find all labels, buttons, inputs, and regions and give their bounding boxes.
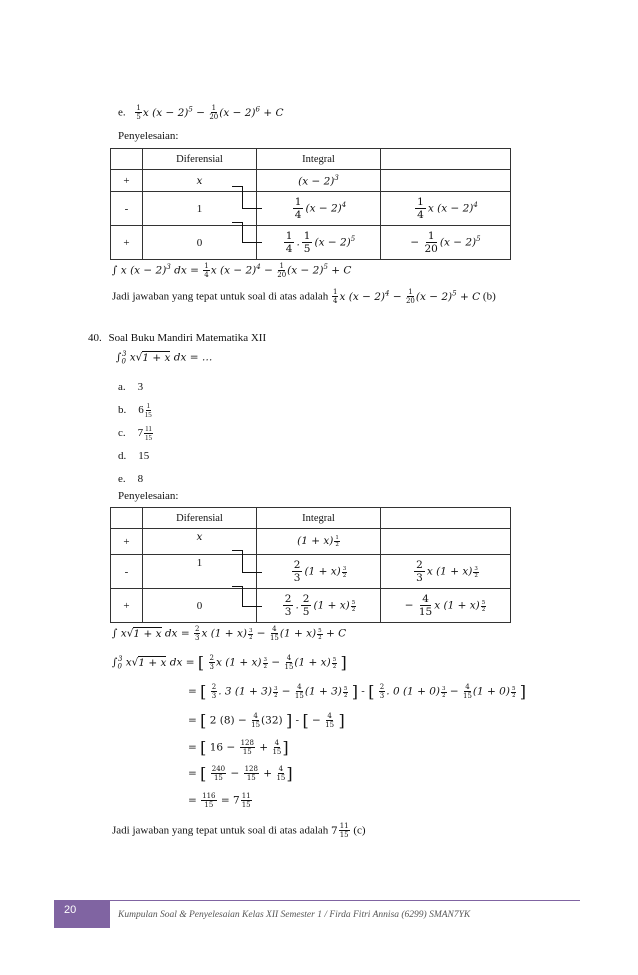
conclusion-answer: (b) (482, 290, 496, 303)
conclusion-answer: (c) (353, 824, 366, 837)
conclusion-2: Jadi jawaban yang tepat untuk soal di atas adalah 7 $\frac{11}{15}$ (c) (112, 822, 366, 839)
penyelesaian-label-1: Penyelesaian: (118, 130, 179, 142)
connector-line (242, 586, 243, 606)
connector-line (232, 550, 242, 551)
working-line-3: = [ $\frac{2}{3}$ . 3 (1 + 3) $\frac{3}{2}$ − $\frac{4}{15}$ (1 + 3) $\frac{5}{2}$ ] - [ $\frac{2}{3}$ . 0 (1 + 0) $\frac{3}{2}$ − $\frac{4}{15}$ (1 + 0) $\frac{5}{2}$ ] (188, 682, 527, 701)
result-cell: $\frac{1}{4}$ x $(x - 2)^4$ (381, 192, 511, 226)
connector-line (242, 208, 262, 209)
sign-cell: + (111, 529, 143, 555)
page-number-box (54, 900, 110, 928)
option-e-expression: $\frac{1}{5}$ x $(x - 2)^5$ − $\frac{1}{20}$ $(x - 2)^6 + C$ (136, 104, 284, 121)
header-integral: Integral (257, 149, 381, 170)
question-number: 40. (88, 332, 102, 344)
sign-cell: + (111, 226, 143, 260)
diff-cell: 0 (143, 589, 257, 623)
option-b: b. 6 $\frac{1}{15}$ (118, 401, 152, 419)
result-cell: − $\frac{4}{15}$ x (1 + x) $\frac{5}{2}$ (381, 589, 511, 623)
connector-line (242, 572, 262, 573)
integration-table-1 (110, 148, 511, 260)
connector-line (232, 186, 242, 187)
connector-line (242, 606, 262, 607)
footer-divider (110, 900, 580, 901)
question-integral: $\int_0^3$ x√1 + x dx = … (116, 350, 213, 366)
diff-cell: x (143, 529, 257, 555)
conclusion-1: Jadi jawaban yang tepat untuk soal di atas adalah $\frac{1}{4}$ x $(x - 2)^4$ − $\frac{1}{20}$ $(x - 2)^5 + C$ (b) (112, 288, 496, 305)
header-diferensial: Diferensial (143, 149, 257, 170)
diff-cell: 1 (143, 192, 257, 226)
connector-line (242, 550, 243, 572)
option-c: c. 7 $\frac{11}{15}$ (118, 424, 153, 442)
integral-cell: $\frac{2}{3}$ . $\frac{2}{5}$ (1 + x) $\frac{5}{2}$ (257, 589, 381, 623)
result-cell: $\frac{2}{3}$ x (1 + x) $\frac{3}{2}$ (381, 555, 511, 589)
options-list (118, 376, 154, 491)
integral-cell: $(x - 2)^3$ (257, 170, 381, 192)
sign-cell: - (111, 555, 143, 589)
option-a: a. 3 (118, 381, 144, 393)
sign-cell: + (111, 589, 143, 623)
connector-line (242, 222, 243, 242)
option-e-row (118, 104, 284, 121)
integration-table-2 (110, 507, 511, 623)
integral-cell: $\frac{1}{4}$ $(x - 2)^4$ (257, 192, 381, 226)
conclusion-text: Jadi jawaban yang tepat untuk soal di atas adalah (112, 290, 329, 303)
page-number: 20 (64, 904, 77, 916)
working-line-7: = $\frac{116}{15}$ = 7 $\frac{11}{15}$ (188, 792, 251, 809)
sign-cell: + (111, 170, 143, 192)
working-line-5: = [ 16 − $\frac{128}{15}$ + $\frac{4}{15}$ ] (188, 738, 289, 757)
question-title: Soal Buku Mandiri Matematika XII (108, 332, 267, 344)
integral-cell: (1 + x) $\frac{1}{2}$ (257, 529, 381, 555)
diff-cell: x (143, 170, 257, 192)
working-line-1: ∫ x√1 + x dx = $\frac{2}{3}$ x (1 + x) $\frac{3}{2}$ − $\frac{4}{15}$ (1 + x) $\frac{5}{2}$ + C (112, 625, 347, 642)
option-label: e. (118, 106, 126, 119)
connector-line (242, 186, 243, 208)
connector-line (232, 222, 242, 223)
working-line-4: = [ 2 (8) − $\frac{4}{15}$ (32) ] - [ − $\frac{4}{15}$ ] (188, 711, 345, 730)
conclusion-text: Jadi jawaban yang tepat untuk soal di atas adalah (112, 824, 329, 837)
working-line-2: $\int_0^3$ x√1 + x dx = [ $\frac{2}{3}$ x (1 + x) $\frac{3}{2}$ − $\frac{4}{15}$ (1 + x) $\frac{5}{2}$ ] (112, 653, 347, 672)
integral-cell: $\frac{2}{3}$ (1 + x) $\frac{3}{2}$ (257, 555, 381, 589)
question-40-header (88, 332, 266, 344)
connector-line (232, 586, 242, 587)
header-result (381, 149, 511, 170)
integral-cell: $\frac{1}{4}$ . $\frac{1}{5}$ $(x - 2)^5$ (257, 226, 381, 260)
result-equation-1: ∫ x $(x - 2)^3$ dx = $\frac{1}{4}$ x $(x - 2)^4$ − $\frac{1}{20}$ $(x - 2)^5 + C$ (112, 262, 352, 279)
header-result (381, 508, 511, 529)
footer-text: Kumpulan Soal & Penyelesaian Kelas XII Semester 1 / Firda Fitri Annisa (6299) SMAN7YK (118, 910, 471, 920)
sign-cell: - (111, 192, 143, 226)
working-line-6: = [ $\frac{240}{15}$ − $\frac{128}{15}$ + $\frac{4}{15}$ ] (188, 764, 293, 783)
diff-cell: 1 (143, 555, 257, 589)
header-diferensial: Diferensial (143, 508, 257, 529)
connector-line (242, 242, 262, 243)
option-e: e. 8 (118, 473, 144, 485)
header-integral: Integral (257, 508, 381, 529)
result-cell: − $\frac{1}{20}$ $(x - 2)^5$ (381, 226, 511, 260)
option-d: d. 15 (118, 450, 150, 462)
penyelesaian-label-2: Penyelesaian: (118, 490, 179, 502)
diff-cell: 0 (143, 226, 257, 260)
